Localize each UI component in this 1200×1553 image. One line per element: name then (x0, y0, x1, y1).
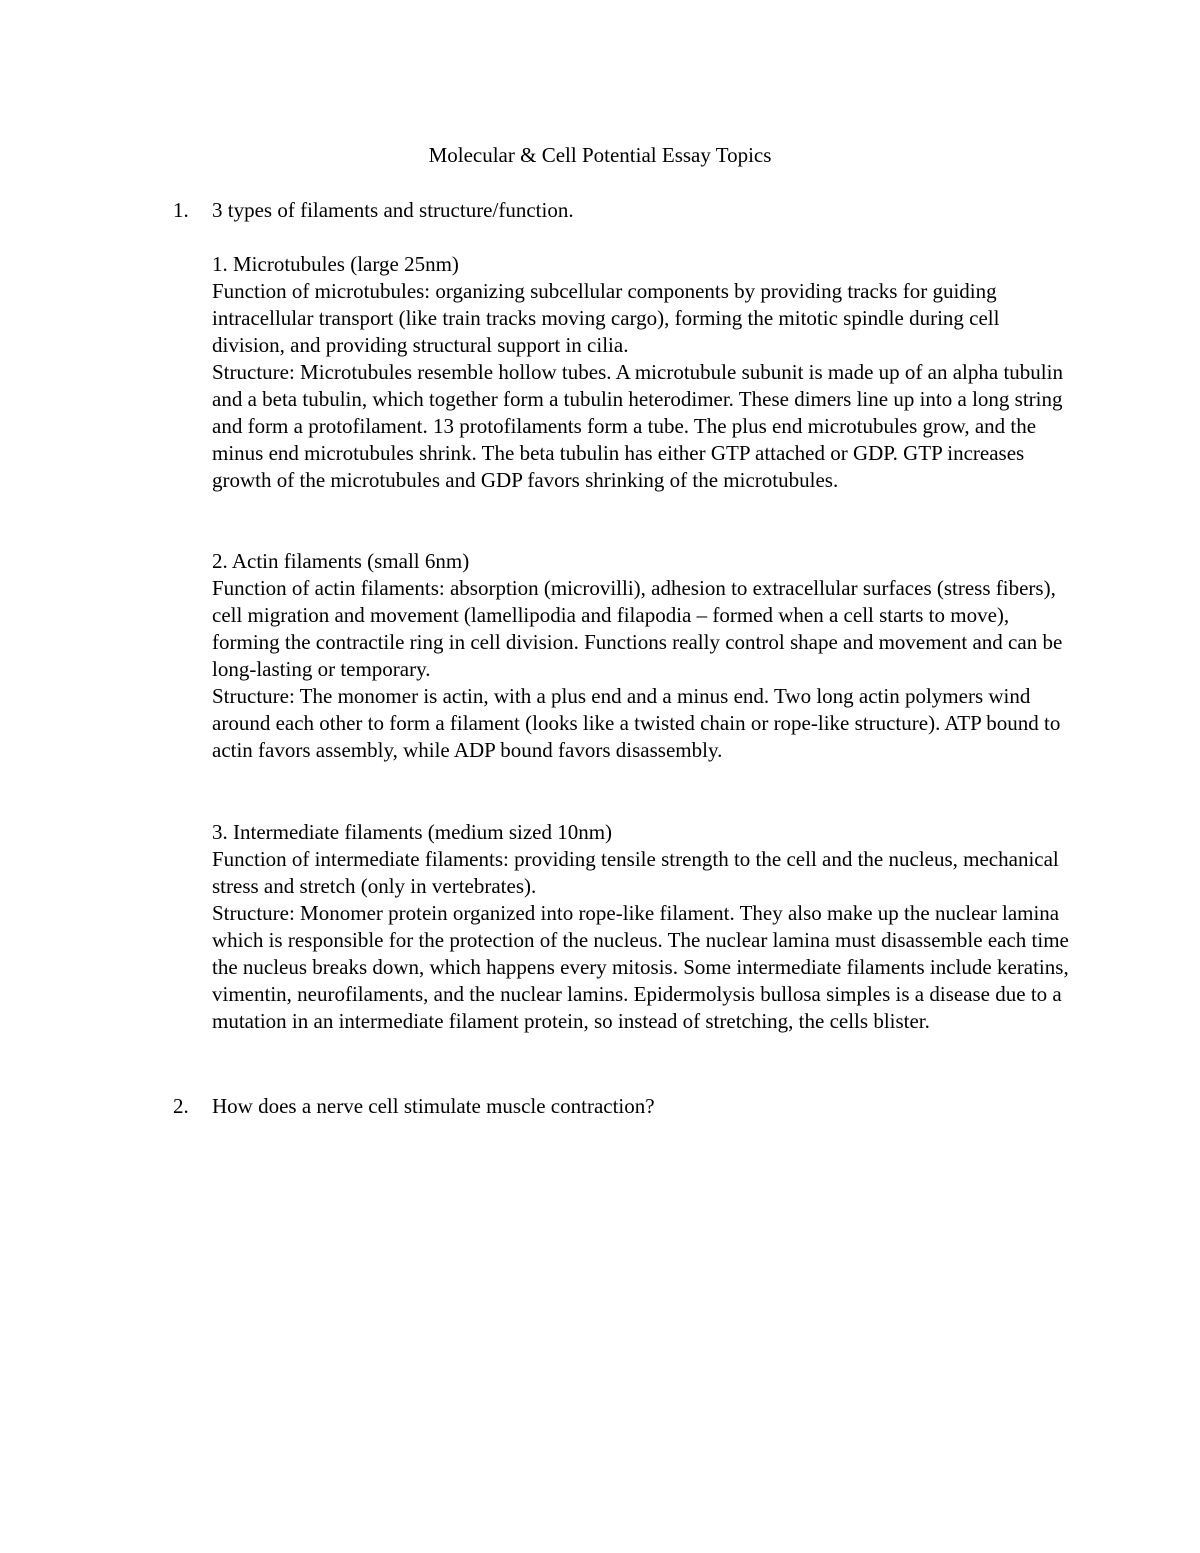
section-actin-filaments (212, 548, 1072, 764)
section-heading: 3. Intermediate filaments (medium sized 10nm) (212, 820, 613, 844)
section-structure: Structure: Microtubules resemble hollow tubes. A microtubule subunit is made up of an alpha tubulin and a beta tubulin, which together form a tubulin heterodimer. These dimers line up into a long string and form a protofilament. 13 protofilaments form a tube. The plus end microtubules grow, and the minus end microtubules shrink. The beta tubulin has either GTP attached or GDP. GTP increases growth of the microtubules and GDP favors shrinking of the microtubules. (212, 360, 1063, 492)
section-structure: Structure: Monomer protein organized into rope-like filament. They also make up the nuclear lamina which is responsible for the protection of the nucleus. The nuclear lamina must disassemble each time the nucleus breaks down, which happens every mitosis. Some intermediate filaments include keratins, vimentin, neurofilaments, and the nuclear lamins. Epidermolysis bullosa simples is a disease due to a mutation in an intermediate filament protein, so instead of stretching, the cells blister. (212, 901, 1069, 1033)
section-function: Function of microtubules: organizing subcellular components by providing tracks for guiding intracellular transport (like train tracks moving cargo), forming the mitotic spindle during cell division, and providing structural support in cilia. (212, 279, 1000, 357)
section-heading: 2. Actin filaments (small 6nm) (212, 549, 470, 573)
topic-text: 3 types of filaments and structure/function. (212, 198, 574, 222)
section-function: Function of actin filaments: absorption (microvilli), adhesion to extracellular surfaces (stress fibers), cell migration and movement (lamellipodia and filapodia – formed when a cell starts to move), forming the contractile ring in cell division. Functions really control shape and movement and can be long-lasting or temporary. (212, 576, 1063, 681)
section-heading: 1. Microtubules (large 25nm) (212, 252, 459, 276)
topic-number: 2. (173, 1094, 189, 1118)
section-microtubules (212, 251, 1072, 494)
topic-number: 1. (173, 198, 189, 222)
section-intermediate-filaments (212, 819, 1072, 1035)
topic-text: How does a nerve cell stimulate muscle contraction? (212, 1094, 655, 1118)
section-structure: Structure: The monomer is actin, with a plus end and a minus end. Two long actin polymers wind around each other to form a filament (looks like a twisted chain or rope-like structure). ATP bound to actin favors assembly, while ADP bound favors disassembly. (212, 684, 1061, 762)
document-title: Molecular & Cell Potential Essay Topics (428, 143, 772, 167)
section-function: Function of intermediate filaments: providing tensile strength to the cell and the nucleus, mechanical stress and stretch (only in vertebrates). (212, 847, 1059, 898)
